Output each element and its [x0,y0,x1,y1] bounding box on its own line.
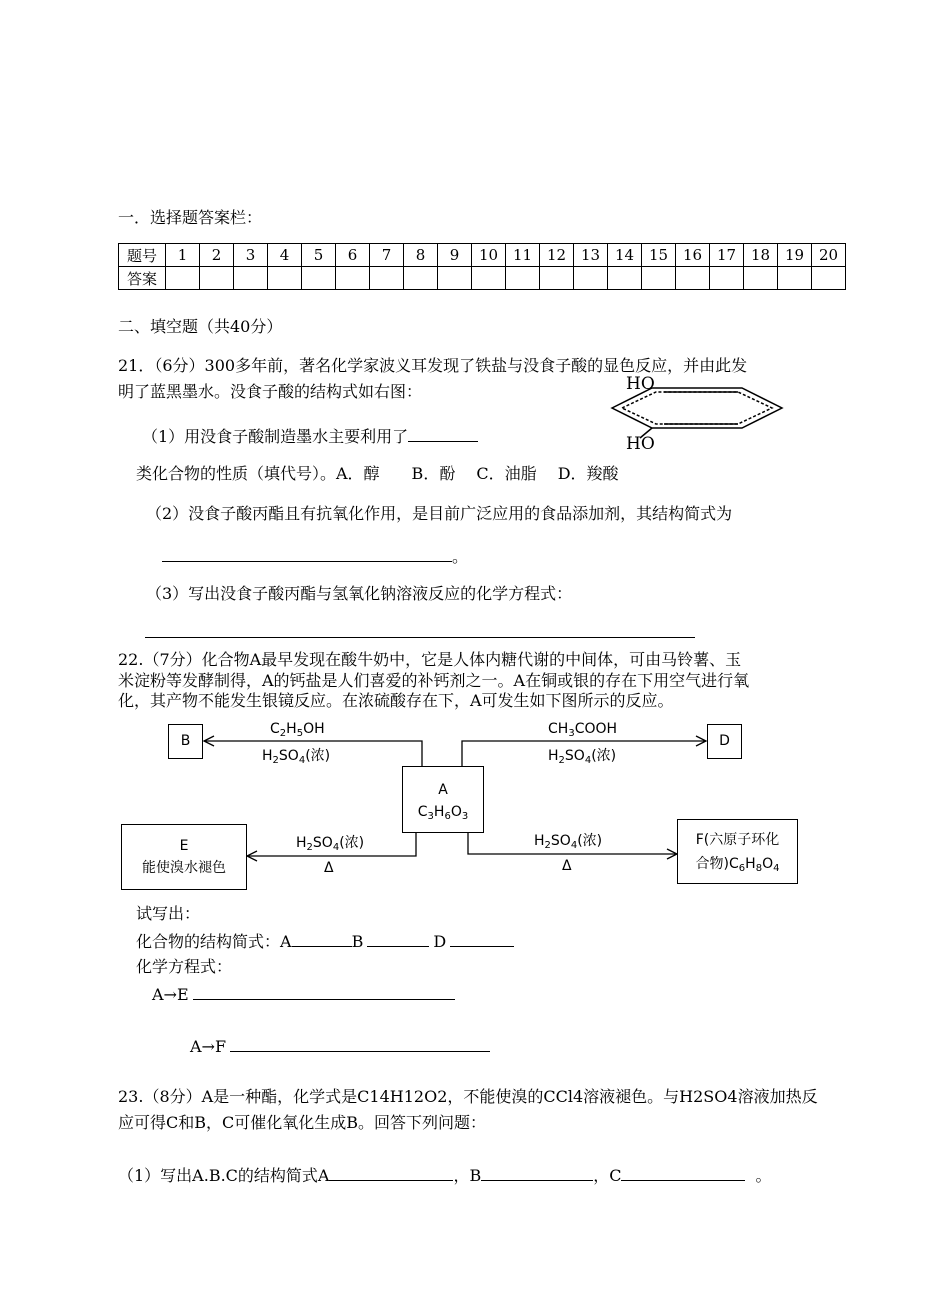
section2-title: 二、填空题（共40分） [118,317,283,336]
question-number-cell: 13 [574,244,608,267]
question-number-cell: 2 [200,244,234,267]
question-number-cell: 3 [234,244,268,267]
question-number-cell: 20 [812,244,846,267]
compound-b-label: B [180,733,191,749]
q22-struct-b-label: B [351,932,364,951]
q22-line2: 米淀粉等发酵制得，A的钙盐是人们喜爱的补钙剂之一。A在铜或银的存在下用空气进行氧 [118,671,750,690]
answer-cell[interactable] [710,267,744,290]
answer-cell[interactable] [268,267,302,290]
q21-part2: （2）没食子酸丙酯且有抗氧化作用，是目前广泛应用的食品添加剂，其结构简式为 [146,504,733,523]
question-number-cell: 14 [608,244,642,267]
question-number-cell: 11 [506,244,540,267]
q23-part1-b-label: ，B [453,1166,482,1185]
answer-cell[interactable] [370,267,404,290]
eq-a-to-e-blank[interactable] [193,983,455,1000]
answer-cell[interactable] [234,267,268,290]
struct-a-blank[interactable] [292,930,352,947]
answer-cell[interactable] [540,267,574,290]
compound-f-line1: F(六原子环化 [695,832,780,848]
answer-cell[interactable] [812,267,846,290]
question-number-cell: 9 [438,244,472,267]
q21-part2-end: 。 [452,547,469,566]
q21-line1: 21．（6分）300多年前，著名化学家波义耳发现了铁盐与没食子酸的显色反应，并由此发 [118,356,748,375]
compound-e-desc: 能使溴水褪色 [142,860,226,876]
answer-cell[interactable] [438,267,472,290]
q22-eq1-label: A→E [152,985,189,1004]
q23-struct-b-blank[interactable] [481,1164,593,1181]
q23-struct-a-blank[interactable] [329,1164,453,1181]
arrow-f-top-label: $H_2SO_4$(浓) [534,833,603,851]
compound-b-box [168,724,203,759]
question-number-cell: 16 [676,244,710,267]
q22-struct-d-label: D [433,932,447,951]
compound-e-name: E [179,838,189,854]
answer-table-number-row [119,244,846,267]
question-number-cell: 7 [370,244,404,267]
question-number-cell: 4 [268,244,302,267]
answer-cell[interactable] [642,267,676,290]
question-number-cell: 19 [778,244,812,267]
q23-part1-c-label: ，C [593,1166,622,1185]
q23-part1-label: （1）写出A.B.C的结构简式A [118,1166,330,1185]
q22-structs-label: 化合物的结构简式：A [136,932,292,951]
arrow-d-bottom-label: $H_2SO_4$(浓) [548,748,617,766]
question-number-cell: 18 [744,244,778,267]
answer-table-row1-header: 题号 [119,244,166,267]
q23-line2: 应可得C和B，C可催化氧化生成B。回答下列问题： [118,1113,487,1132]
answer-cell[interactable] [744,267,778,290]
q22-write-prompt: 试写出： [136,904,201,923]
compound-d-box [707,724,742,759]
compound-a-formula: $C_3H_6O_3$ [417,804,469,822]
q21-part1 [142,425,478,447]
arrow-e-top-label: $H_2SO_4$(浓) [296,835,365,853]
arrow-f-bottom-label: Δ [562,858,572,874]
q22-line3: 化，其产物不能发生银镜反应。在浓硫酸存在下，A可发生如下图所示的反应。 [118,691,674,710]
compound-a-box [402,766,484,833]
q22-structs [136,930,514,952]
compound-a-name: A [438,782,448,798]
question-number-cell: 15 [642,244,676,267]
q23-struct-c-blank[interactable] [621,1164,745,1181]
q22-line1: 22.（7分）化合物A最早发现在酸牛奶中，它是人体内糖代谢的中间体，可由马铃薯、玉 [118,650,742,669]
answer-table-answer-row [119,267,846,290]
compound-d-label: D [719,733,730,749]
q21-part3: （3）写出没食子酸丙酯与氢氧化钠溶液反应的化学方程式： [146,584,573,603]
arrow-e-bottom-label: Δ [324,860,334,876]
compound-f-box [677,819,798,884]
q21-part1-text: （1）用没食子酸制造墨水主要利用了 [142,427,409,446]
eq-a-to-f-blank[interactable] [230,1035,490,1052]
answer-cell[interactable] [472,267,506,290]
q21-part2-blank[interactable] [162,545,452,562]
answer-cell[interactable] [778,267,812,290]
q21-line2: 明了蓝黑墨水。没食子酸的结构式如右图： [118,382,423,401]
answer-cell[interactable] [676,267,710,290]
compound-f-line2: 合物)$C_6H_8O_4$ [695,856,780,874]
answer-cell[interactable] [166,267,200,290]
arrow-b-top-label: $C_2H_5OH$ [270,721,325,739]
q23-part1-end: 。 [755,1166,772,1185]
answer-cell[interactable] [404,267,438,290]
question-number-cell: 8 [404,244,438,267]
q21-part1-options: 类化合物的性质（填代号）。A．醇 B．酚 C．油脂 D．羧酸 [136,464,619,483]
arrow-b-bottom-label: $H_2SO_4$(浓) [262,748,331,766]
question-number-cell: 10 [472,244,506,267]
q22-eq1 [152,983,455,1005]
question-number-cell: 6 [336,244,370,267]
q22-eq2 [190,1035,490,1057]
q23-line1: 23.（8分）A是一种酯，化学式是C14H12O2，不能使溴的CCl4溶液褪色。与H2SO4溶液加热反 [118,1087,818,1106]
structure-ho-bottom: HO [626,434,655,454]
answer-table [118,243,846,290]
structure-ho-top: HO [626,374,655,394]
answer-cell[interactable] [302,267,336,290]
q22-equations-label: 化学方程式： [136,957,233,976]
question-number-cell: 17 [710,244,744,267]
arrow-d-top-label: $CH_3COOH$ [548,721,618,739]
section1-title: 一．选择题答案栏： [118,208,263,227]
question-number-cell: 12 [540,244,574,267]
q21-part3-blank[interactable] [145,637,695,638]
answer-cell[interactable] [574,267,608,290]
struct-d-blank[interactable] [450,930,514,947]
answer-cell[interactable] [608,267,642,290]
answer-cell[interactable] [506,267,540,290]
compound-e-box [121,824,247,890]
question-number-cell: 5 [302,244,336,267]
answer-table-row2-header: 答案 [119,267,166,290]
answer-cell[interactable] [200,267,234,290]
answer-cell[interactable] [336,267,370,290]
struct-b-blank[interactable] [367,930,429,947]
q23-part1 [118,1164,772,1186]
question-number-cell: 1 [166,244,200,267]
q21-part2-answer [162,545,468,567]
q21-part1-blank[interactable] [408,425,478,442]
q22-eq2-label: A→F [190,1037,227,1056]
